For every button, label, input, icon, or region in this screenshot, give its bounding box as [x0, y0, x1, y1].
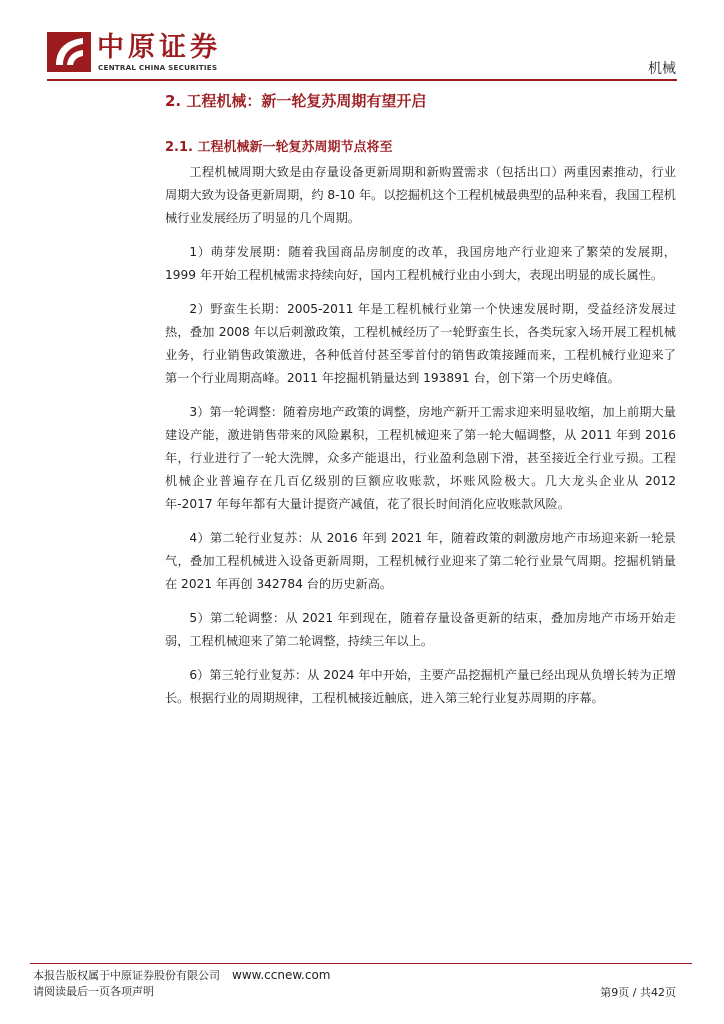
paragraph-intro: 工程机械周期大致是由存量设备更新周期和新购置需求（包括出口）两重因素推动，行业周期大致为设备更新周期，约 8-10 年。以挖掘机这个工程机械最典型的品种来看，我国工程机械行业发展经历了明显的几个周期。 — [165, 165, 676, 225]
paragraph-phase-2: 2）野蛮生长期：2005-2011 年是工程机械行业第一个快速发展时期，受益经济发展过热，叠加 2008 年以后刺激政策，工程机械经历了一轮野蛮生长，各类玩家入场开展工程机械业务，行业销售政策激进，各种低首付甚至零首付的销售政策接踵而来，工程机械行业迎来了第一个行业周期高峰。2011 年挖掘机销量达到 193891 台，创下第一个历史峰值。 — [165, 302, 676, 385]
page-number: 第9页 / 共42页 — [600, 986, 676, 999]
subsection-heading: 2.1. 工程机械新一轮复苏周期节点将至 — [165, 140, 393, 155]
disclaimer-note: 请阅读最后一页各项声明 — [33, 985, 154, 998]
paragraph-phase-4: 4）第二轮行业复苏：从 2016 年到 2021 年，随着政策的刺激房地产市场迎来新一轮景气，叠加工程机械进入设备更新周期，工程机械行业迎来了第二轮行业景气周期。挖掘机销量在 2021 年再创 342784 台的历史新高。 — [165, 531, 676, 591]
company-logo-icon — [47, 32, 91, 72]
paragraph-phase-1: 1）萌芽发展期：随着我国商品房制度的改革，我国房地产行业迎来了繁荣的发展期，1999 年开始工程机械需求持续向好，国内工程机械行业由小到大，表现出明显的成长属性。 — [165, 245, 676, 282]
company-name-cn: 中原证券 — [97, 32, 221, 63]
footer-divider — [30, 963, 692, 964]
header-divider — [47, 79, 677, 81]
section-label: 机械 — [648, 61, 676, 77]
company-name-en: CENTRAL CHINA SECURITIES — [98, 63, 218, 72]
body-text — [165, 161, 676, 721]
website-link[interactable]: www.ccnew.com — [232, 968, 331, 982]
paragraph-phase-6: 6）第三轮行业复苏：从 2024 年中开始，主要产品挖掘机产量已经出现从负增长转为正增长。根据行业的周期规律，工程机械接近触底，进入第三轮行业复苏周期的序幕。 — [165, 668, 676, 705]
paragraph-phase-5: 5）第二轮调整：从 2021 年到现在，随着存量设备更新的结束，叠加房地产市场开始走弱，工程机械迎来了第二轮调整，持续三年以上。 — [165, 611, 676, 648]
footer-left — [33, 967, 331, 1000]
section-heading: 2. 工程机械：新一轮复苏周期有望开启 — [165, 92, 427, 110]
copyright-notice: 本报告版权属于中原证券股份有限公司 — [33, 969, 220, 982]
paragraph-phase-3: 3）第一轮调整：随着房地产政策的调整，房地产新开工需求迎来明显收缩，加上前期大量建设产能，激进销售带来的风险累积，工程机械迎来了第一轮大幅调整，从 2011 年到 2016 年，行业进行了一轮大洗牌，众多产能退出，行业盈利急剧下滑，甚至接近全行业亏损。工程机械企业普遍存在几百亿级别的巨额应收账款，坏账风险极大。几大龙头企业从 2012 年-2017 年每年都有大量计提资产减值，花了很长时间消化应收账款风险。 — [165, 405, 676, 511]
